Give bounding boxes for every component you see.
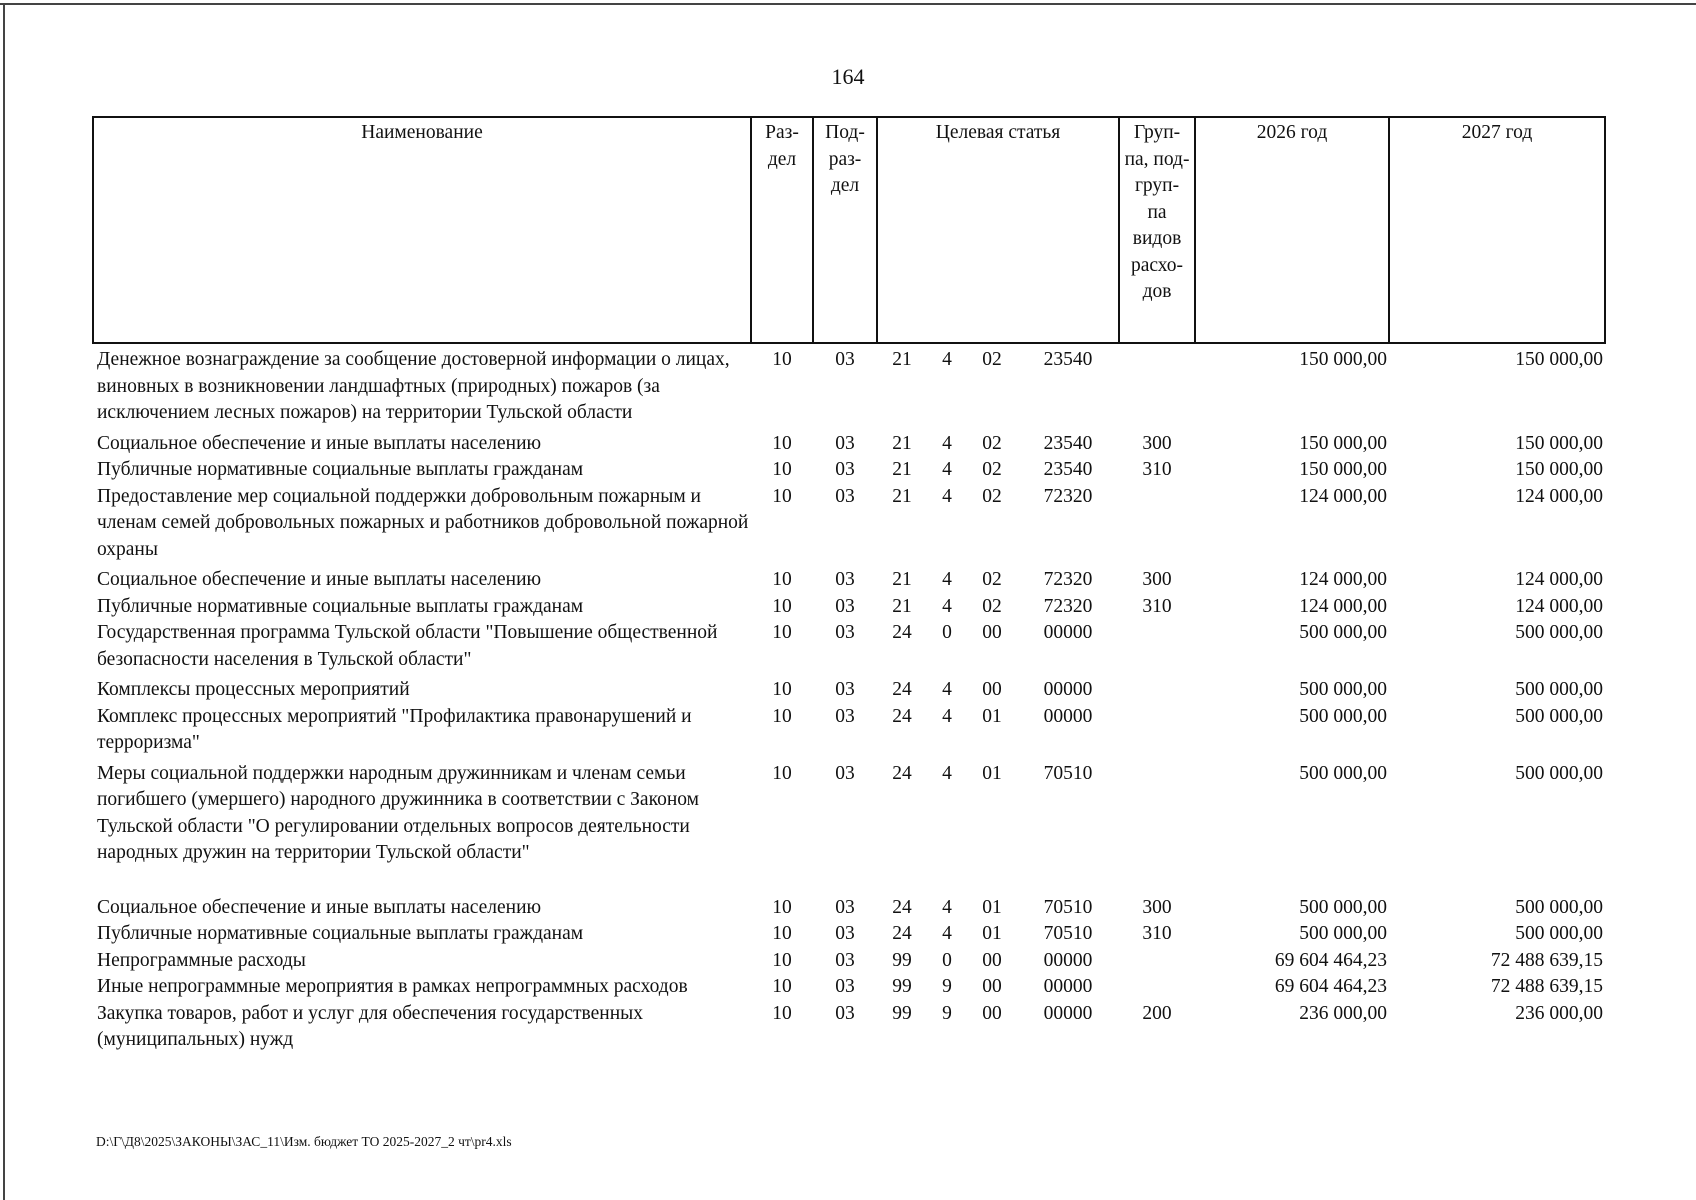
table-row <box>93 567 1605 594</box>
row-target-direction: 23540 <box>1043 459 1093 480</box>
row-expense-group <box>1119 704 1195 761</box>
row-target-type: 4 <box>942 485 952 507</box>
row-target-direction: 23540 <box>1043 349 1093 370</box>
row-target-program: 21 <box>892 595 912 617</box>
row-podrazdel: 03 <box>835 349 855 370</box>
row-amount-2026: 124 000,00 <box>1299 595 1388 617</box>
row-target-subprogram: 00 <box>982 1002 1002 1024</box>
row-target-direction: 23540 <box>1043 432 1093 454</box>
row-amount-2027: 500 000,00 <box>1515 705 1604 727</box>
row-expense-group <box>1119 620 1195 677</box>
header-expense-group: Груп- па, под- груп- па видов расхо- дов <box>1119 117 1195 343</box>
table-row <box>93 431 1605 458</box>
row-amount-2026: 124 000,00 <box>1299 569 1388 590</box>
row-target-type: 9 <box>942 1002 952 1024</box>
row-expense-group <box>1119 484 1195 568</box>
row-podrazdel: 03 <box>835 432 855 454</box>
row-target-subprogram: 00 <box>982 622 1002 643</box>
row-name: Социальное обеспечение и иные выплаты населению <box>97 896 542 918</box>
table-row <box>93 457 1605 484</box>
row-expense-group <box>1119 948 1195 975</box>
row-name: Публичные нормативные социальные выплаты гражданам <box>97 595 584 617</box>
header-podrazdel: Под- раз- дел <box>813 117 877 343</box>
row-name: Публичные нормативные социальные выплаты гражданам <box>97 459 584 480</box>
row-target-direction: 70510 <box>1043 923 1093 944</box>
row-amount-2026: 500 000,00 <box>1299 622 1388 643</box>
row-razdel: 10 <box>772 1002 792 1024</box>
row-podrazdel: 03 <box>835 976 855 997</box>
row-expense-group <box>1119 761 1195 895</box>
row-amount-2027: 500 000,00 <box>1515 679 1604 700</box>
row-target-type: 4 <box>942 923 952 944</box>
row-podrazdel: 03 <box>835 896 855 918</box>
row-target-subprogram: 01 <box>982 896 1002 918</box>
table-row <box>93 343 1605 431</box>
row-target-program: 99 <box>892 976 912 997</box>
row-target-subprogram: 02 <box>982 432 1002 454</box>
row-target-subprogram: 00 <box>982 679 1002 700</box>
row-podrazdel: 03 <box>835 622 855 643</box>
row-target-type: 9 <box>942 976 952 997</box>
row-amount-2026: 500 000,00 <box>1299 679 1388 700</box>
row-target-direction: 00000 <box>1043 679 1093 700</box>
row-name: Комплекс процессных мероприятий "Профилактика правонарушений и терроризма" <box>97 705 692 753</box>
table-row <box>93 948 1605 975</box>
row-razdel: 10 <box>772 976 792 997</box>
table-row <box>93 704 1605 761</box>
table-row <box>93 974 1605 1001</box>
row-podrazdel: 03 <box>835 679 855 700</box>
row-target-direction: 72320 <box>1043 595 1093 617</box>
row-razdel: 10 <box>772 896 792 918</box>
table-row <box>93 677 1605 704</box>
row-target-program: 21 <box>892 485 912 507</box>
row-podrazdel: 03 <box>835 569 855 590</box>
row-expense-group: 310 <box>1142 595 1172 617</box>
row-amount-2026: 150 000,00 <box>1299 459 1388 480</box>
row-amount-2026: 150 000,00 <box>1299 349 1388 370</box>
row-target-direction: 00000 <box>1043 1002 1093 1024</box>
row-name: Непрограммные расходы <box>97 949 306 971</box>
row-razdel: 10 <box>772 923 792 944</box>
row-target-program: 21 <box>892 569 912 590</box>
table-body <box>93 343 1605 1054</box>
row-target-type: 4 <box>942 896 952 918</box>
header-target-article: Целевая статья <box>877 117 1119 343</box>
row-podrazdel: 03 <box>835 1002 855 1024</box>
row-name: Социальное обеспечение и иные выплаты населению <box>97 569 542 590</box>
row-amount-2026: 236 000,00 <box>1299 1002 1388 1024</box>
row-expense-group <box>1119 677 1195 704</box>
row-razdel: 10 <box>772 622 792 643</box>
row-target-program: 24 <box>892 896 912 918</box>
row-amount-2027: 150 000,00 <box>1515 432 1604 454</box>
row-amount-2026: 69 604 464,23 <box>1274 976 1388 997</box>
row-expense-group: 310 <box>1142 923 1172 944</box>
row-target-program: 21 <box>892 349 912 370</box>
row-razdel: 10 <box>772 679 792 700</box>
row-expense-group: 300 <box>1142 432 1172 454</box>
row-name: Комплексы процессных мероприятий <box>97 679 410 700</box>
row-expense-group: 200 <box>1142 1002 1172 1024</box>
row-podrazdel: 03 <box>835 485 855 507</box>
row-target-subprogram: 01 <box>982 923 1002 944</box>
row-name: Государственная программа Тульской области "Повышение общественной безопасности населения в Тульской области" <box>97 622 718 670</box>
row-target-program: 24 <box>892 622 912 643</box>
table-row <box>93 895 1605 922</box>
header-2026: 2026 год <box>1195 117 1389 343</box>
row-target-direction: 72320 <box>1043 569 1093 590</box>
header-2027: 2027 год <box>1389 117 1605 343</box>
row-podrazdel: 03 <box>835 923 855 944</box>
row-target-program: 21 <box>892 432 912 454</box>
row-razdel: 10 <box>772 569 792 590</box>
row-name: Предоставление мер социальной поддержки добровольным пожарным и членам семей добровольных пожарных и работников добровольной пожарной охраны <box>97 485 749 560</box>
row-amount-2027: 124 000,00 <box>1515 595 1604 617</box>
table-row <box>93 594 1605 621</box>
row-target-subprogram: 00 <box>982 949 1002 971</box>
row-amount-2027: 236 000,00 <box>1515 1002 1604 1024</box>
row-podrazdel: 03 <box>835 705 855 727</box>
row-razdel: 10 <box>772 595 792 617</box>
row-target-subprogram: 02 <box>982 595 1002 617</box>
row-target-direction: 00000 <box>1043 949 1093 971</box>
row-expense-group <box>1119 974 1195 1001</box>
row-target-program: 24 <box>892 923 912 944</box>
row-name: Денежное вознаграждение за сообщение достоверной информации о лицах, виновных в возникновении ландшафтных (природных) пожаров (за исключением лесных пожаров) на территории Тульской области <box>97 349 730 423</box>
row-amount-2026: 500 000,00 <box>1299 762 1388 784</box>
row-target-subprogram: 02 <box>982 569 1002 590</box>
row-target-subprogram: 02 <box>982 485 1002 507</box>
table-row <box>93 1001 1605 1054</box>
row-target-program: 24 <box>892 762 912 784</box>
row-target-type: 0 <box>942 949 952 971</box>
row-razdel: 10 <box>772 459 792 480</box>
row-name: Закупка товаров, работ и услуг для обеспечения государственных (муниципальных) нужд <box>97 1002 644 1050</box>
budget-table <box>92 116 1606 1054</box>
row-amount-2026: 500 000,00 <box>1299 896 1388 918</box>
row-target-direction: 70510 <box>1043 896 1093 918</box>
row-amount-2026: 69 604 464,23 <box>1274 949 1388 971</box>
table-row <box>93 761 1605 895</box>
row-podrazdel: 03 <box>835 762 855 784</box>
scan-edge-left <box>3 3 5 1200</box>
row-amount-2027: 150 000,00 <box>1515 459 1604 480</box>
row-amount-2026: 124 000,00 <box>1299 485 1388 507</box>
row-target-program: 24 <box>892 679 912 700</box>
row-target-program: 99 <box>892 949 912 971</box>
row-target-program: 99 <box>892 1002 912 1024</box>
row-target-type: 0 <box>942 622 952 643</box>
row-amount-2027: 72 488 639,15 <box>1490 976 1604 997</box>
row-target-type: 4 <box>942 595 952 617</box>
row-expense-group <box>1119 343 1195 431</box>
table-row <box>93 921 1605 948</box>
row-target-subprogram: 02 <box>982 459 1002 480</box>
row-target-type: 4 <box>942 705 952 727</box>
header-razdel: Раз- дел <box>751 117 813 343</box>
row-target-subprogram: 01 <box>982 762 1002 784</box>
row-razdel: 10 <box>772 432 792 454</box>
table-row <box>93 620 1605 677</box>
row-name: Меры социальной поддержки народным дружинникам и членам семьи погибшего (умершего) народного дружинника в соответствии с Законом Тульской области "О регулировании отдельных вопросов деятельности народных дружин на территории Тульской области" <box>97 762 699 863</box>
header-name: Наименование <box>93 117 751 343</box>
row-amount-2026: 500 000,00 <box>1299 923 1388 944</box>
row-razdel: 10 <box>772 705 792 727</box>
row-amount-2027: 72 488 639,15 <box>1490 949 1604 971</box>
row-amount-2027: 500 000,00 <box>1515 896 1604 918</box>
row-target-type: 4 <box>942 569 952 590</box>
row-podrazdel: 03 <box>835 595 855 617</box>
row-amount-2027: 124 000,00 <box>1515 569 1604 590</box>
row-target-type: 4 <box>942 349 952 370</box>
row-name: Социальное обеспечение и иные выплаты населению <box>97 432 542 454</box>
row-expense-group: 310 <box>1142 459 1172 480</box>
row-amount-2027: 500 000,00 <box>1515 923 1604 944</box>
row-target-type: 4 <box>942 459 952 480</box>
table-header <box>93 117 1605 343</box>
row-razdel: 10 <box>772 949 792 971</box>
row-target-program: 24 <box>892 705 912 727</box>
row-target-direction: 70510 <box>1043 762 1093 784</box>
row-name: Иные непрограммные мероприятия в рамках непрограммных расходов <box>97 976 688 997</box>
row-target-direction: 00000 <box>1043 705 1093 727</box>
row-target-program: 21 <box>892 459 912 480</box>
row-amount-2027: 500 000,00 <box>1515 762 1604 784</box>
row-amount-2026: 500 000,00 <box>1299 705 1388 727</box>
scan-edge-top <box>0 3 1696 5</box>
row-target-direction: 00000 <box>1043 976 1093 997</box>
row-target-type: 4 <box>942 679 952 700</box>
row-target-type: 4 <box>942 432 952 454</box>
file-path-footer: D:\Г\Д8\2025\ЗАКОНЫ\ЗАС_11\Изм. бюджет ТО 2025-2027_2 чт\pr4.xls <box>96 1134 512 1149</box>
row-expense-group: 300 <box>1142 569 1172 590</box>
row-name: Публичные нормативные социальные выплаты гражданам <box>97 923 584 944</box>
row-target-type: 4 <box>942 762 952 784</box>
table-row <box>93 484 1605 568</box>
row-target-subprogram: 01 <box>982 705 1002 727</box>
row-target-direction: 00000 <box>1043 622 1093 643</box>
row-razdel: 10 <box>772 349 792 370</box>
row-amount-2027: 500 000,00 <box>1515 622 1604 643</box>
row-amount-2027: 124 000,00 <box>1515 485 1604 507</box>
row-target-direction: 72320 <box>1043 485 1093 507</box>
page-number: 164 <box>831 64 865 89</box>
row-target-subprogram: 00 <box>982 976 1002 997</box>
row-expense-group: 300 <box>1142 896 1172 918</box>
row-podrazdel: 03 <box>835 949 855 971</box>
row-razdel: 10 <box>772 485 792 507</box>
row-amount-2026: 150 000,00 <box>1299 432 1388 454</box>
row-amount-2027: 150 000,00 <box>1515 349 1604 370</box>
row-target-subprogram: 02 <box>982 349 1002 370</box>
row-razdel: 10 <box>772 762 792 784</box>
row-podrazdel: 03 <box>835 459 855 480</box>
